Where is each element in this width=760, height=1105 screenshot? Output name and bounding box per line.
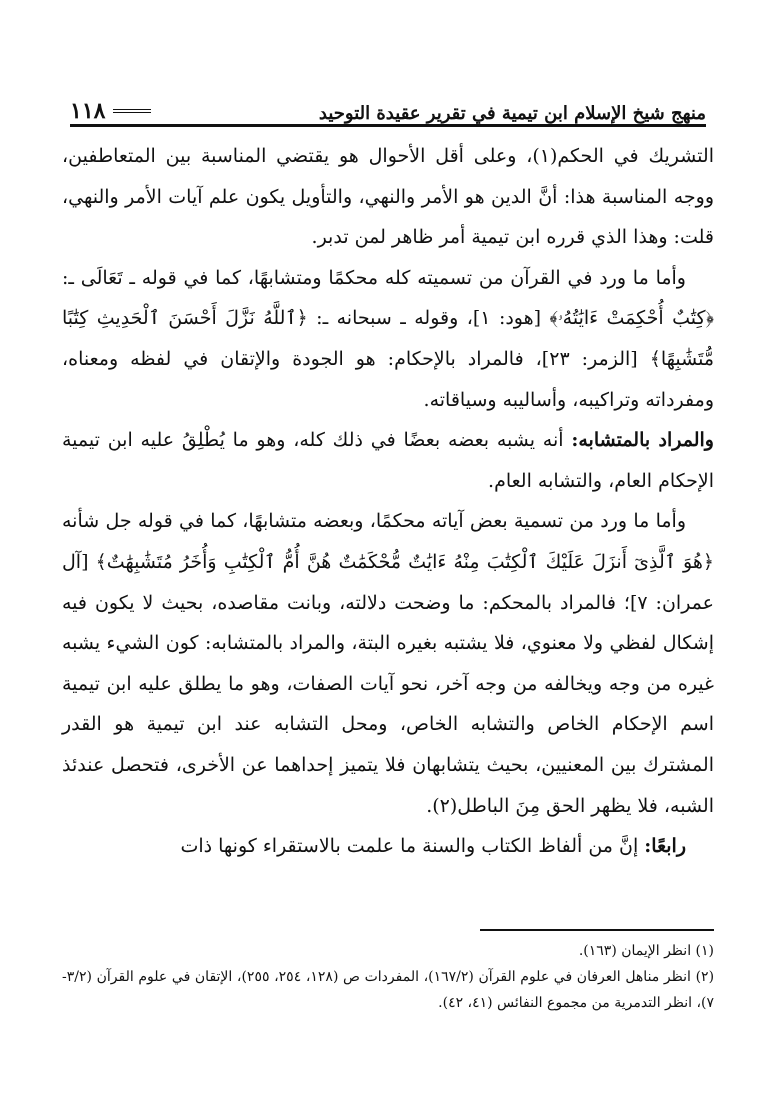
footnote-1: (١) انظر الإيمان (١٦٣). (578, 943, 714, 959)
paragraph-3-text: أنه يشبه بعضه بعضًا في ذلك كله، وهو ما يُطْلِقُ عليه ابن تيمية الإحكام العام، والتشابه العام. (62, 429, 714, 492)
footnote-rule (480, 929, 714, 931)
paragraph-3 (62, 420, 714, 501)
paragraph-1: التشريك في الحكم(١)، وعلى أقل الأحوال هو يقتضي المناسبة بين المتعاطفين، ووجه المناسبة هذا: أنَّ الدين هو الأمر والنهي، والتأويل يكون علم آيات الأمر والنهي، قلت: وهذا الذي قرره ابن تيمية أمر ظاهر لمن تدبر. (62, 145, 714, 249)
page-number-ornament (113, 109, 151, 113)
footnote-2: (٢) انظر مناهل العرفان في علوم القرآن (١٦٧/٢)، المفردات ص (١٢٨، ٢٥٤، ٢٥٥)، الإتقان في علوم القرآن (٣/٢- ٧)، انظر التدمرية من مجموع النفائس (٤١، ٤٢). (62, 969, 715, 1011)
header-rule (70, 124, 706, 127)
page-header (70, 80, 706, 124)
paragraph-5-text: إنَّ من ألفاظ الكتاب والسنة ما علمت بالاستقراء كونها ذات (180, 835, 645, 858)
footnotes (62, 938, 714, 1016)
page-number-block (70, 98, 151, 124)
paragraph-2: وأما ما ورد في القرآن من تسميته كله محكمًا ومتشابهًا، كما في قوله ـ تَعَالَى ـ: ﴿كِتَٰبٌ أُحْكِمَتْ ءَايَٰتُهُۥ﴾ [هود: ١]، وقوله ـ سبحانه ـ: ﴿ٱللَّهُ نَزَّلَ أَحْسَنَ ٱلْحَدِيثِ كِتَٰبًا مُّتَشَٰبِهًا﴾ [الزمر: ٢٣]، فالمراد بالإحكام: هو الجودة والإتقان في لفظه ومعناه، ومفرداته وتراكيبه، وأساليبه وسياقاته. (62, 266, 714, 411)
main-text (62, 136, 714, 867)
running-title: منهج شيخ الإسلام ابن تيمية في تقرير عقيدة التوحيد (318, 103, 706, 124)
paragraph-3-lead: والمراد بالمتشابه: (571, 429, 714, 452)
paragraph-4: وأما ما ورد من تسمية بعض آياته محكمًا، وبعضه متشابهًا، كما في قوله جل شأنه ﴿هُوَ ٱلَّذِىٓ أَنزَلَ عَلَيْكَ ٱلْكِتَٰبَ مِنْهُ ءَايَٰتٌ مُّحْكَمَٰتٌ هُنَّ أُمُّ ٱلْكِتَٰبِ وَأُخَرُ مُتَشَٰبِهَٰتٌ﴾ [آل عمران: ٧]؛ فالمراد بالمحكم: ما وضحت دلالته، وبانت مقاصده، بحيث لا يكون فيه إشكال لفظي ولا معنوي، فلا يشتبه بغيره البتة، والمراد بالمتشابه: كون الشيء يشبه غيره من وجه ويخالفه من وجه آخر، نحو آيات الصفات، وهو ما يطلق عليه ابن تيمية اسم الإحكام الخاص والتشابه الخاص، ومحل التشابه عند ابن تيمية هو القدر المشترك بين المعنيين، بحيث يتشابهان فلا يتميز إحداهما عن الأخرى، فتحصل عندئذ الشبه، فلا يظهر الحق مِنَ الباطل(٢). (62, 510, 714, 817)
paragraph-5 (62, 826, 714, 867)
paragraph-5-lead: رابعًا: (644, 835, 686, 858)
page-number: ١١٨ (70, 98, 106, 124)
